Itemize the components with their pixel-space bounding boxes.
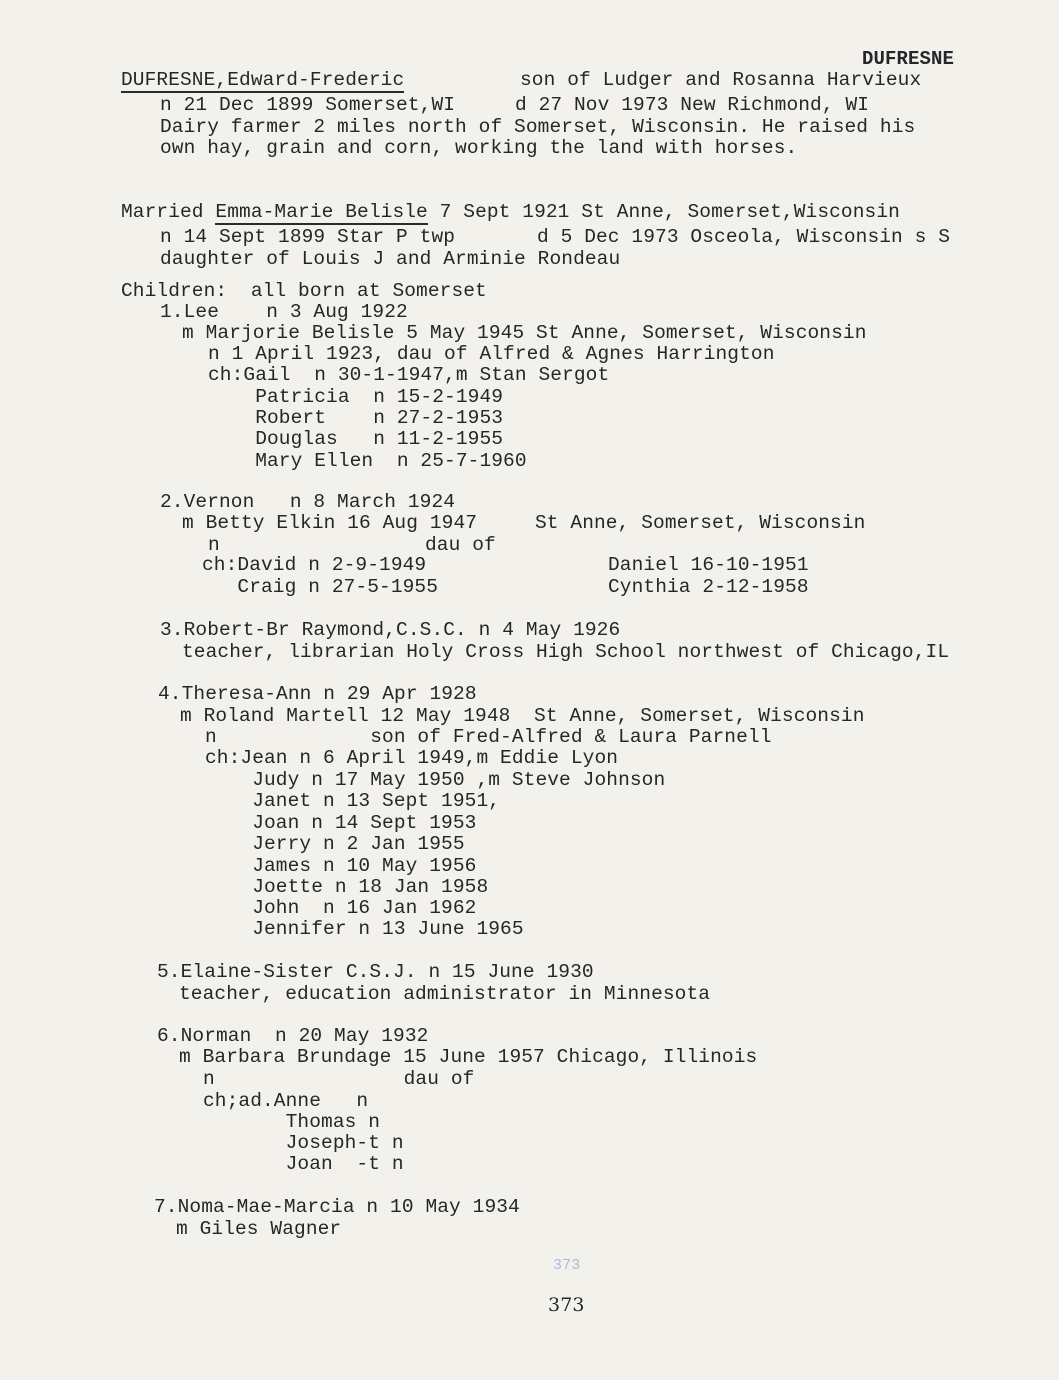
spouse-died: d 5 Dec 1973 Osceola, Wisconsin s S	[537, 226, 951, 248]
child-4-kid: Jerry n 2 Jan 1955	[205, 833, 465, 855]
page-number: 373	[548, 1294, 585, 1316]
child-2-kid: Cynthia 2-12-1958	[608, 576, 809, 598]
child-2-spouse-dau: dau of	[425, 534, 496, 556]
child-7-marriage: m Giles Wagner	[176, 1218, 342, 1240]
child-6-kid: Thomas n	[203, 1111, 381, 1133]
child-6-kid: ch;ad.Anne n	[203, 1090, 369, 1112]
child-1-kid: Douglas n 11-2-1955	[208, 428, 504, 450]
child-5-info: teacher, education administrator in Minnesota	[179, 983, 711, 1005]
child-6-kid: Joseph-t n	[203, 1132, 404, 1154]
subject-parents: son of Ludger and Rosanna Harvieux	[520, 69, 922, 91]
spouse-parents: daughter of Louis J and Arminie Rondeau	[160, 248, 621, 270]
child-7-title: 7.Noma-Mae-Marcia n 10 May 1934	[154, 1196, 520, 1218]
child-1-marriage: m Marjorie Belisle 5 May 1945 St Anne, Somerset, Wisconsin	[182, 322, 867, 344]
child-3-title: 3.Robert-Br Raymond,C.S.C. n 4 May 1926	[160, 619, 621, 641]
child-1-kid: Robert n 27-2-1953	[208, 407, 504, 429]
subject-born: n 21 Dec 1899 Somerset,WI	[160, 94, 456, 116]
child-4-kid: Judy n 17 May 1950 ,m Steve Johnson	[205, 769, 666, 791]
marriage-prefix: Married	[121, 201, 216, 223]
child-1-kid: Patricia n 15-2-1949	[208, 386, 504, 408]
subject-died: d 27 Nov 1973 New Richmond, WI	[515, 94, 870, 116]
child-1-title: 1.Lee n 3 Aug 1922	[160, 301, 408, 323]
child-5-title: 5.Elaine-Sister C.S.J. n 15 June 1930	[157, 961, 594, 983]
child-4-kid: Janet n 13 Sept 1951,	[205, 790, 501, 812]
child-6-spouse-info: n dau of	[203, 1068, 475, 1090]
child-4-title: 4.Theresa-Ann n 29 Apr 1928	[158, 683, 477, 705]
children-header: Children: all born at Somerset	[121, 280, 487, 302]
child-2-marriage-place: St Anne, Somerset, Wisconsin	[535, 512, 866, 534]
child-6-marriage: m Barbara Brundage 15 June 1957 Chicago, Illinois	[179, 1046, 758, 1068]
child-3-info: teacher, librarian Holy Cross High School northwest of Chicago,IL	[182, 641, 950, 663]
child-6-kid: Joan -t n	[203, 1153, 404, 1175]
child-1-kid: Mary Ellen n 25-7-1960	[208, 450, 527, 472]
child-4-marriage: m Roland Martell 12 May 1948 St Anne, Somerset, Wisconsin	[180, 705, 865, 727]
child-4-kid: John n 16 Jan 1962	[205, 897, 477, 919]
child-4-kid: James n 10 May 1956	[205, 855, 477, 877]
child-1-spouse-info: n 1 April 1923, dau of Alfred & Agnes Harrington	[208, 343, 775, 365]
child-6-title: 6.Norman n 20 May 1932	[157, 1025, 429, 1047]
child-2-kid: Craig n 27-5-1955	[202, 576, 439, 598]
spouse-name: Emma-Marie Belisle	[215, 201, 428, 223]
child-2-kid: Daniel 16-10-1951	[608, 554, 809, 576]
subject-bio-line-2: own hay, grain and corn, working the land with horses.	[160, 137, 798, 159]
subject-bio-line-1: Dairy farmer 2 miles north of Somerset, Wisconsin. He raised his	[160, 116, 916, 138]
marriage-details: 7 Sept 1921 St Anne, Somerset,Wisconsin	[427, 201, 900, 223]
child-2-marriage: m Betty Elkin 16 Aug 1947	[182, 512, 478, 534]
child-4-spouse-info: n son of Fred-Alfred & Laura Parnell	[205, 726, 772, 748]
child-4-kid: ch:Jean n 6 April 1949,m Eddie Lyon	[205, 747, 619, 769]
child-4-kid: Joan n 14 Sept 1953	[205, 812, 477, 834]
marriage-line	[121, 201, 900, 223]
child-2-title: 2.Vernon n 8 March 1924	[160, 491, 456, 513]
surname-header: DUFRESNE	[862, 48, 955, 70]
child-4-kid: Jennifer n 13 June 1965	[205, 918, 524, 940]
stamped-page-number: 373	[553, 1257, 581, 1274]
child-2-spouse-n: n	[208, 534, 220, 556]
subject-name: DUFRESNE,Edward-Frederic	[121, 69, 405, 91]
child-2-kid: ch:David n 2-9-1949	[202, 554, 427, 576]
spouse-born: n 14 Sept 1899 Star P twp	[160, 226, 456, 248]
child-4-kid: Joette n 18 Jan 1958	[205, 876, 489, 898]
child-1-kid: ch:Gail n 30-1-1947,m Stan Sergot	[208, 364, 610, 386]
